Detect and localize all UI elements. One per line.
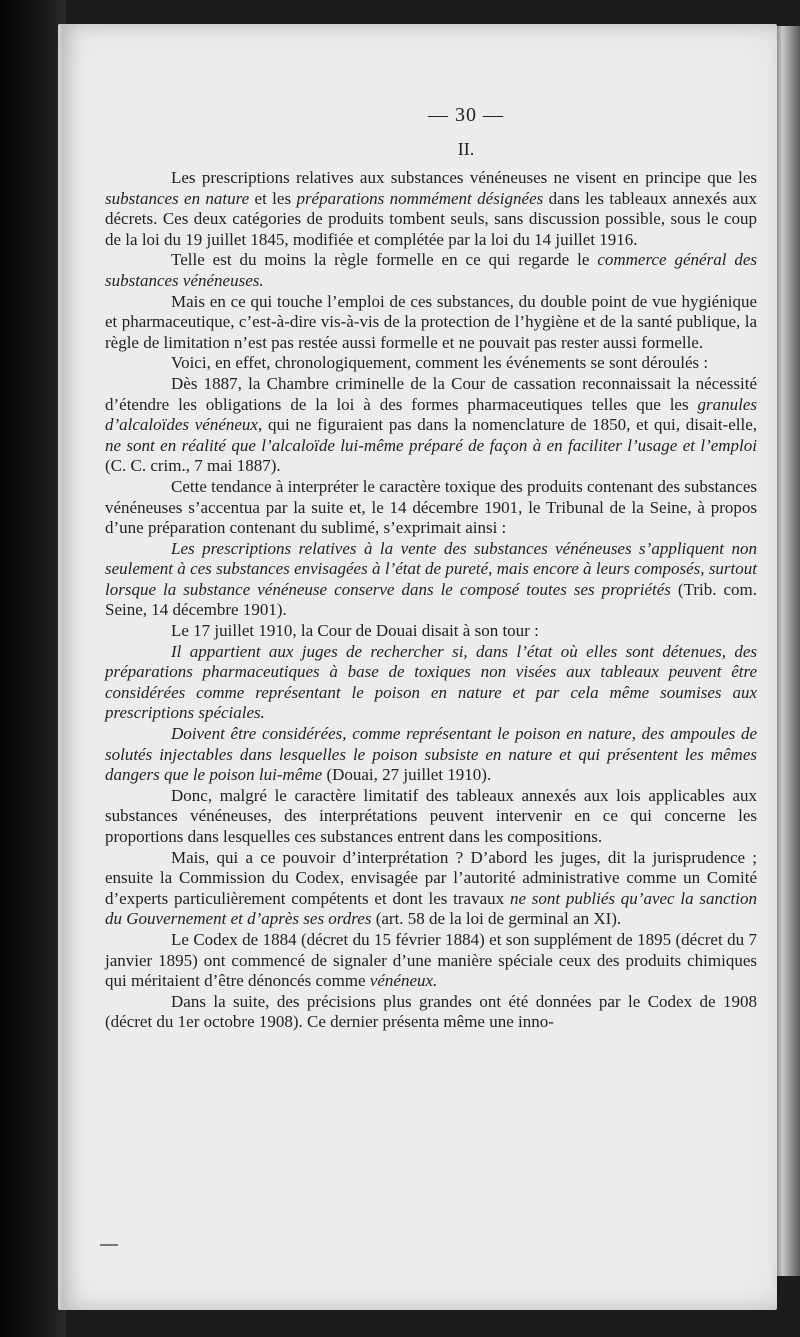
paragraph xyxy=(105,848,757,930)
text-segment: Telle est du moins la règle formelle en ce qui regarde le xyxy=(171,250,598,270)
margin-mark xyxy=(100,1244,118,1246)
text-segment: Donc, malgré le caractère limitatif des tableaux annexés aux lois applicables aux substances vénéneuses, des interprétations peuvent intervenir en ce qui concerne les proportions dans lesquelles ces substances entrent dans les compositions. xyxy=(105,785,757,846)
italic-text: Les prescriptions relatives à la vente des substances vénéneuses s’appliquent non seulement à ces substances envisagées à l’état de pureté, mais encore à leurs composés, surtout lorsque la substance vénéneuse conserve dans le composé toutes ses propriétés xyxy=(105,538,757,599)
italic-text: substances en nature xyxy=(105,188,250,208)
body-paragraphs xyxy=(105,168,757,1033)
italic-text: ne sont en réalité que l’alcaloïde lui-même préparé de façon à en faciliter l’usage et l’emploi xyxy=(105,435,757,455)
text-segment: (Douai, 27 juillet 1910). xyxy=(322,765,492,785)
paragraph xyxy=(105,168,757,250)
text-segment: (art. 58 de la loi de germinal an XI). xyxy=(371,909,622,929)
italic-text: Doivent être considérées, comme représentant le poison en nature, des ampoules de solutés injectables dans lesquelles le poison subsiste en nature et qui présentent les mêmes dangers que le poison lui-même xyxy=(105,724,757,785)
paragraph xyxy=(105,930,757,992)
text-segment: et les xyxy=(249,188,297,208)
italic-text: granules d’alcaloïdes vénéneux xyxy=(105,394,757,435)
paragraph xyxy=(105,353,757,374)
text-segment: , qui ne figuraient pas dans la nomenclature de 1850, et qui, disait-elle, xyxy=(257,415,757,435)
text-segment: (C. C. crim., 7 mai 1887). xyxy=(105,456,281,476)
text-segment: Dans la suite, des précisions plus grandes ont été données par le Codex de 1908 (décret du 1er octobre 1908). Ce dernier présenta même une inno- xyxy=(105,991,757,1032)
italic-text: ne sont publiés qu’avec la sanction du Gouvernement et d’après ses ordres xyxy=(105,888,757,929)
text-segment: Dès 1887, la Chambre criminelle de la Cour de cassation reconnaissait la nécessité d’étendre les obligations de la loi à des formes pharmaceutiques telles que les xyxy=(105,373,757,414)
paragraph xyxy=(105,992,757,1033)
page-number: — 30 — xyxy=(428,104,504,126)
paragraph xyxy=(105,786,757,848)
book-spine xyxy=(0,0,66,1337)
paragraph xyxy=(105,477,757,539)
paragraph xyxy=(105,642,757,724)
text-segment: Mais, qui a ce pouvoir d’interprétation ? D’abord les juges, dit la jurisprudence ; ensuite la Commission du Codex, envisagée par l’autorité administrative comme un Comité d’experts particulièrement compétents et dont les travaux xyxy=(105,847,757,908)
section-number: II. xyxy=(457,139,475,159)
italic-text: vénéneux. xyxy=(369,971,438,991)
italic-text: commerce général des substances vénéneuses. xyxy=(105,250,758,290)
text-segment: Voici, en effet, chronologiquement, comment les événements se sont déroulés : xyxy=(171,353,709,373)
paragraph xyxy=(105,539,757,621)
text-segment: Le Codex de 1884 (décret du 15 février 1884) et son supplément de 1895 (décret du 7 janvier 1895) ont commencé de signaler d’une manière spéciale ceux des produits chimiques qui méritaient d’être dénoncés comme xyxy=(105,929,757,991)
paragraph xyxy=(105,724,757,786)
text-segment: (Trib. com. Seine, 14 décembre 1901). xyxy=(105,579,757,620)
text-segment: Le 17 juillet 1910, la Cour de Douai disait à son tour : xyxy=(171,621,539,641)
text-segment: dans les tableaux annexés aux décrets. Ces deux catégories de produits tombent seuls, sans discussion possible, sous le coup de la loi du 19 juillet 1845, modifiée et complétée par la loi du 14 juillet 1916. xyxy=(105,188,757,249)
paragraph xyxy=(105,621,757,642)
italic-text: préparations nommément désignées xyxy=(296,188,544,208)
italic-text: Il appartient aux juges de rechercher si, dans l’état où elles sont détenues, des préparations pharmaceutiques à base de toxiques non visées aux tableaux peuvent être considérées comme représentant le poison en nature et par cela même soumises aux prescriptions spéciales. xyxy=(105,641,757,723)
paragraph xyxy=(105,374,757,477)
paragraph xyxy=(105,250,757,291)
text-segment: Cette tendance à interpréter le caractère toxique des produits contenant des substances vénéneuses s’accentua par la suite et, le 14 décembre 1901, le Tribunal de la Seine, à propos d’une préparation contenant du sublimé, s’exprimait ainsi : xyxy=(105,476,757,538)
text-segment: Mais en ce qui touche l’emploi de ces substances, du double point de vue hygiénique et pharmaceutique, c’est-à-dire vis-à-vis de la protection de l’hygiène et de la santé publique, la règle de limitation n’est pas restée aussi formelle et ne pouvait pas rester aussi formelle. xyxy=(105,291,757,352)
text-segment: Les prescriptions relatives aux substances vénéneuses ne visent en principe que les xyxy=(171,168,757,187)
page-text xyxy=(105,102,757,1033)
paragraph xyxy=(105,292,757,354)
